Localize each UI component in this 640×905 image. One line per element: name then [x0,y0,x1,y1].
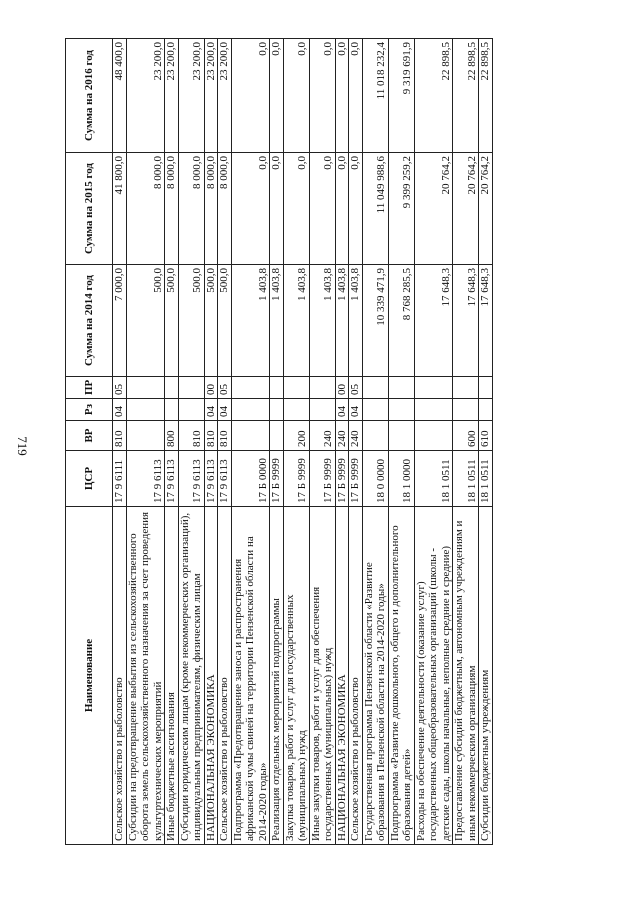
cell-sum-2016: 22 898,5 [453,39,479,153]
cell-name: Субсидии юридическим лицам (кроме некоммерческих организаций), индивидуальным предпринимателям, физическим лицам [178,507,204,845]
cell-name: НАЦИОНАЛЬНАЯ ЭКОНОМИКА [204,507,218,845]
cell-vr [414,421,453,451]
header-rz: Рз [66,399,113,421]
cell-name: Субсидии на предотвращение выбытия из сельскохозяйственного оборота земель сельскохозяйственного назначения за счет проведения культуртехнических мероприятий [126,507,165,845]
cell-vr [126,421,165,451]
cell-sum-2016: 22 898,5 [479,39,493,153]
cell-name: Предоставление субсидий бюджетным, автономным учреждениям и иным некоммерческим организациям [453,507,479,845]
cell-sum-2016: 9 319 691,9 [388,39,414,153]
table-row [309,39,335,845]
cell-sum-2015: 0,0 [309,153,335,265]
cell-csr: 17 9 6113 [218,451,232,507]
table-row [388,39,414,845]
cell-rz: 04 [349,399,363,421]
cell-sum-2015: 8 000,0 [165,153,179,265]
cell-sum-2015: 8 000,0 [218,153,232,265]
cell-sum-2016: 48 400,0 [113,39,127,153]
cell-sum-2014: 17 648,3 [414,265,453,377]
cell-sum-2014: 1 403,8 [270,265,284,377]
table-row [453,39,479,845]
table-row [113,39,127,845]
table-row [218,39,232,845]
cell-pr [388,377,414,399]
cell-vr: 800 [165,421,179,451]
cell-sum-2016: 0,0 [335,39,349,153]
cell-rz [414,399,453,421]
cell-name: Подпрограмма «Предотвращение заноса и распространения африканской чумы свиней на территории Пензенской области на 2014-2020 годы» [231,507,270,845]
cell-sum-2014: 10 339 471,9 [362,265,388,377]
cell-sum-2015: 20 764,2 [453,153,479,265]
cell-sum-2016: 23 200,0 [126,39,165,153]
cell-csr: 17 Б 0000 [231,451,270,507]
rotated-page [65,39,575,845]
cell-pr [414,377,453,399]
cell-sum-2014: 1 403,8 [335,265,349,377]
cell-sum-2016: 23 200,0 [178,39,204,153]
cell-pr [453,377,479,399]
cell-sum-2016: 23 200,0 [204,39,218,153]
cell-sum-2015: 11 049 988,6 [362,153,388,265]
cell-sum-2014: 500,0 [178,265,204,377]
table-row [178,39,204,845]
cell-sum-2014: 17 648,3 [479,265,493,377]
cell-pr: 00 [204,377,218,399]
cell-vr: 810 [113,421,127,451]
cell-sum-2015: 0,0 [349,153,363,265]
cell-sum-2014: 1 403,8 [309,265,335,377]
cell-vr: 810 [218,421,232,451]
cell-csr: 18 0 0000 [362,451,388,507]
table-row [414,39,453,845]
cell-csr: 17 Б 9999 [283,451,309,507]
table-row [165,39,179,845]
cell-vr: 200 [283,421,309,451]
cell-sum-2015: 8 000,0 [126,153,165,265]
cell-csr: 17 Б 9999 [335,451,349,507]
cell-vr [270,421,284,451]
cell-name: НАЦИОНАЛЬНАЯ ЭКОНОМИКА [335,507,349,845]
cell-sum-2015: 0,0 [231,153,270,265]
cell-rz [231,399,270,421]
cell-sum-2015: 0,0 [270,153,284,265]
cell-rz [309,399,335,421]
cell-rz [362,399,388,421]
cell-pr [178,377,204,399]
cell-rz [126,399,165,421]
cell-rz: 04 [218,399,232,421]
cell-vr: 600 [453,421,479,451]
cell-rz: 04 [204,399,218,421]
table-row [231,39,270,845]
cell-name: Сельское хозяйство и рыболовство [218,507,232,845]
cell-csr: 18 1 0000 [388,451,414,507]
cell-csr: 17 9 6113 [204,451,218,507]
table-row [349,39,363,845]
cell-pr [126,377,165,399]
cell-csr: 17 Б 9999 [270,451,284,507]
table-row [479,39,493,845]
cell-sum-2016: 0,0 [349,39,363,153]
cell-sum-2014: 8 768 285,5 [388,265,414,377]
cell-sum-2014: 1 403,8 [231,265,270,377]
cell-pr: 05 [349,377,363,399]
cell-sum-2015: 20 764,2 [479,153,493,265]
cell-sum-2015: 0,0 [335,153,349,265]
cell-vr [388,421,414,451]
cell-name: Реализация отдельных мероприятий подпрограммы [270,507,284,845]
cell-sum-2014: 500,0 [126,265,165,377]
cell-csr: 17 9 6113 [178,451,204,507]
header-pr: ПР [66,377,113,399]
table-row [204,39,218,845]
cell-csr: 18 1 0511 [453,451,479,507]
cell-sum-2016: 0,0 [309,39,335,153]
cell-sum-2015: 20 764,2 [414,153,453,265]
cell-sum-2016: 23 200,0 [165,39,179,153]
cell-csr: 18 1 0511 [479,451,493,507]
cell-sum-2014: 17 648,3 [453,265,479,377]
cell-sum-2015: 0,0 [283,153,309,265]
cell-pr [165,377,179,399]
cell-sum-2014: 7 000,0 [113,265,127,377]
cell-csr: 17 Б 9999 [309,451,335,507]
cell-sum-2016: 11 018 232,4 [362,39,388,153]
table-row [335,39,349,845]
cell-name: Закупка товаров, работ и услуг для государственных (муниципальных) нужд [283,507,309,845]
header-sum-2014: Сумма на 2014 год [66,265,113,377]
page-number: 719 [15,436,30,456]
cell-csr: 17 9 6113 [126,451,165,507]
cell-name: Сельское хозяйство и рыболовство [113,507,127,845]
table-header-row [66,39,113,845]
cell-rz [178,399,204,421]
cell-csr: 18 1 0511 [414,451,453,507]
cell-name: Иные бюджетные ассигнования [165,507,179,845]
cell-sum-2014: 500,0 [218,265,232,377]
cell-vr: 810 [178,421,204,451]
cell-rz [283,399,309,421]
cell-csr: 17 9 6113 [165,451,179,507]
cell-vr: 610 [479,421,493,451]
cell-sum-2014: 1 403,8 [283,265,309,377]
cell-sum-2014: 500,0 [204,265,218,377]
header-name: Наименование [66,507,113,845]
budget-table [65,38,493,845]
table-row [362,39,388,845]
cell-sum-2015: 9 399 259,2 [388,153,414,265]
cell-name: Расходы на обеспечение деятельности (оказание услуг) государственных общеобразовательных организаций (школы - детские сады, школы начальные, неполные средние и средние) [414,507,453,845]
cell-sum-2016: 22 898,5 [414,39,453,153]
cell-rz [165,399,179,421]
cell-pr: 05 [218,377,232,399]
cell-sum-2015: 41 800,0 [113,153,127,265]
cell-rz [453,399,479,421]
cell-name: Подпрограмма «Развитие дошкольного, общего и дополнительного образования детей» [388,507,414,845]
header-csr: ЦСР [66,451,113,507]
cell-rz: 04 [335,399,349,421]
cell-name: Государственная программа Пензенской области «Развитие образования в Пензенской области на 2014-2020 годы» [362,507,388,845]
cell-sum-2016: 0,0 [231,39,270,153]
cell-pr: 05 [113,377,127,399]
header-sum-2015: Сумма на 2015 год [66,153,113,265]
header-vr: ВР [66,421,113,451]
cell-sum-2014: 1 403,8 [349,265,363,377]
cell-sum-2016: 23 200,0 [218,39,232,153]
cell-csr: 17 9 6111 [113,451,127,507]
cell-vr: 240 [309,421,335,451]
cell-vr [362,421,388,451]
cell-rz [388,399,414,421]
table-row [270,39,284,845]
cell-sum-2016: 0,0 [283,39,309,153]
cell-pr [362,377,388,399]
cell-vr: 240 [335,421,349,451]
cell-rz [479,399,493,421]
header-sum-2016: Сумма на 2016 год [66,39,113,153]
cell-pr [270,377,284,399]
cell-name: Иные закупки товаров, работ и услуг для обеспечения государственных (муниципальных) нужд [309,507,335,845]
cell-vr [231,421,270,451]
cell-vr: 240 [349,421,363,451]
cell-sum-2015: 8 000,0 [178,153,204,265]
cell-sum-2014: 500,0 [165,265,179,377]
cell-vr: 810 [204,421,218,451]
cell-sum-2015: 8 000,0 [204,153,218,265]
cell-name: Субсидии бюджетным учреждениям [479,507,493,845]
cell-pr [309,377,335,399]
cell-pr [479,377,493,399]
cell-pr: 00 [335,377,349,399]
cell-sum-2016: 0,0 [270,39,284,153]
cell-rz [270,399,284,421]
cell-pr [283,377,309,399]
cell-csr: 17 Б 9999 [349,451,363,507]
table-row [283,39,309,845]
table-row [126,39,165,845]
cell-name: Сельское хозяйство и рыболовство [349,507,363,845]
cell-rz: 04 [113,399,127,421]
cell-pr [231,377,270,399]
